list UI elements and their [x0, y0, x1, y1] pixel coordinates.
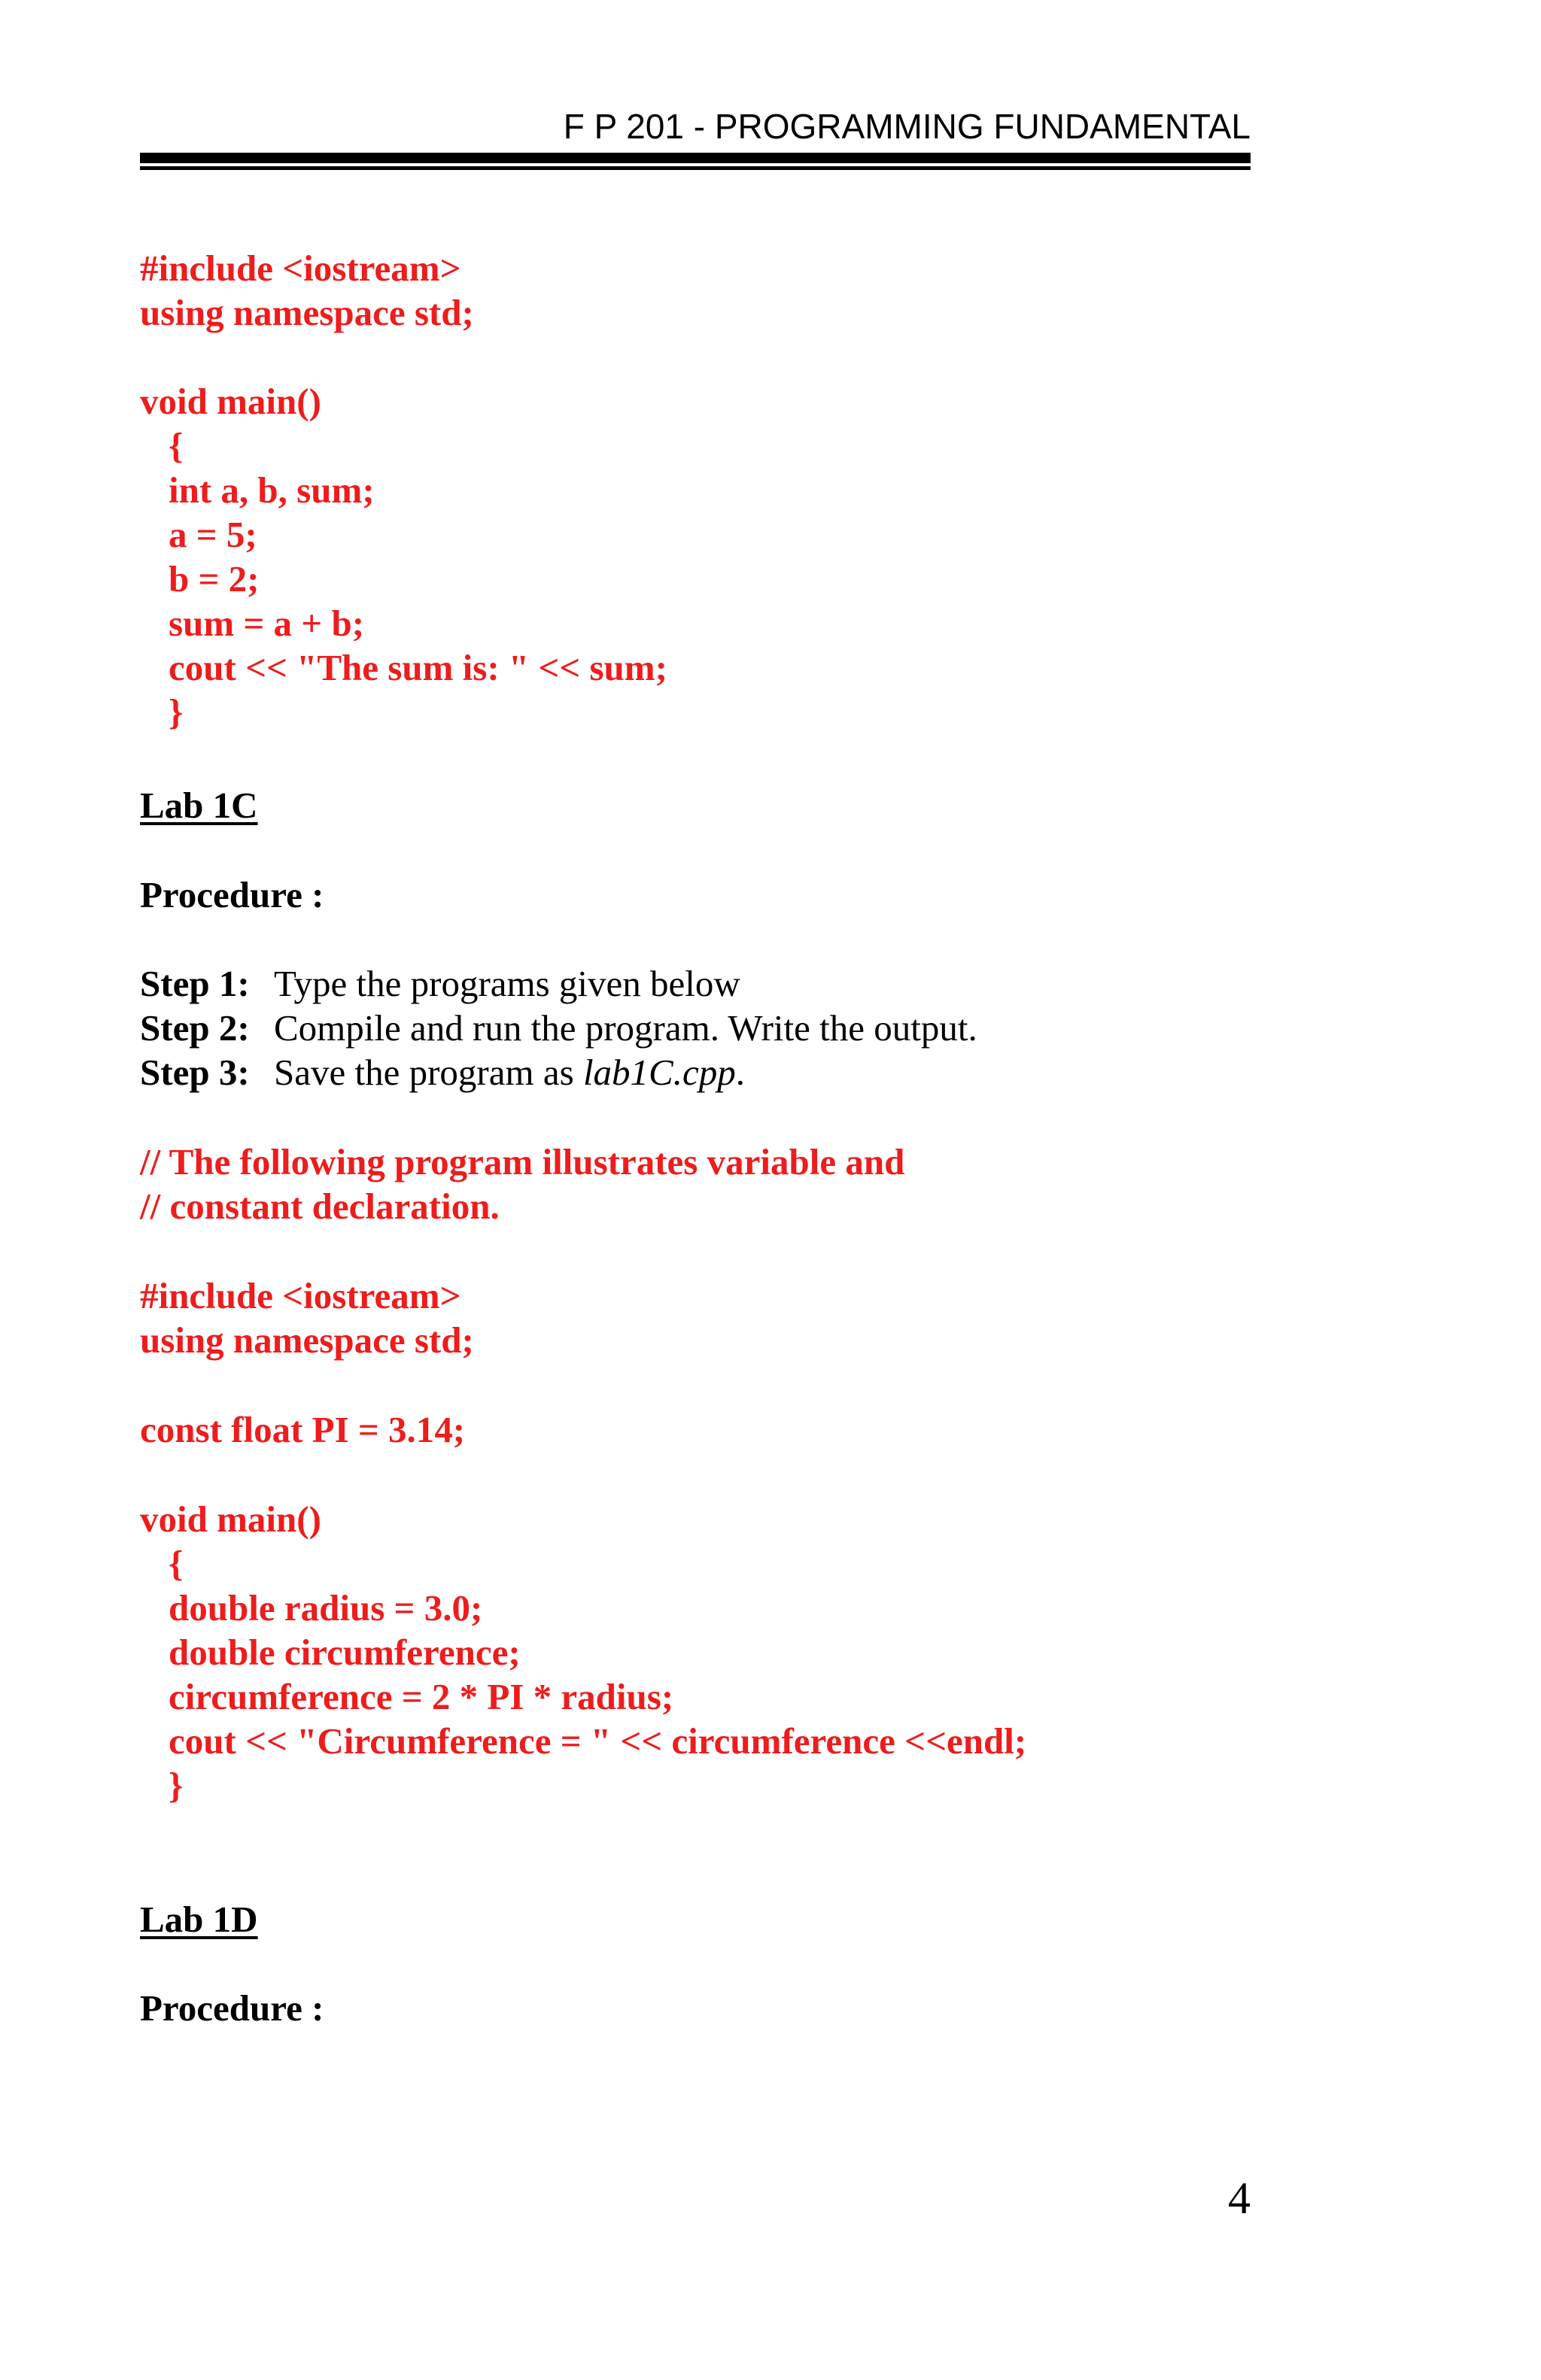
- code-line: }: [169, 691, 184, 733]
- code-line: {: [169, 1543, 184, 1584]
- code-line: const float PI = 3.14;: [140, 1409, 466, 1450]
- step-3-text-after: .: [735, 1052, 745, 1093]
- step-2-label: Step 2:: [140, 1007, 250, 1049]
- step-1-label: Step 1:: [140, 963, 250, 1004]
- code-line: double radius = 3.0;: [169, 1587, 483, 1629]
- lab-1d-heading: Lab 1D: [140, 1899, 258, 1940]
- code-line: circumference = 2 * PI * radius;: [169, 1676, 674, 1717]
- step-2-text: Compile and run the program. Write the output.: [274, 1007, 977, 1049]
- lab-1c-heading: Lab 1C: [140, 785, 258, 826]
- step-3-label: Step 3:: [140, 1052, 250, 1093]
- code-line: {: [169, 425, 184, 466]
- step-3-filename: lab1C.cpp: [582, 1052, 736, 1093]
- code-line: int a, b, sum;: [169, 469, 375, 511]
- code-line: using namespace std;: [140, 1319, 474, 1361]
- code-line: #include <iostream>: [140, 247, 461, 289]
- header-rule-thin: [140, 166, 1251, 170]
- code-line: }: [169, 1765, 184, 1806]
- code-line: cout << "The sum is: " << sum;: [169, 647, 667, 688]
- step-1-text: Type the programs given below: [274, 963, 740, 1004]
- code-line: a = 5;: [169, 514, 257, 555]
- code-line: #include <iostream>: [140, 1275, 461, 1316]
- page-header-title: F P 201 - PROGRAMMING FUNDAMENTAL: [563, 107, 1251, 146]
- code-comment-line: // The following program illustrates variable and: [140, 1141, 905, 1182]
- code-line: b = 2;: [169, 558, 260, 600]
- code-line: using namespace std;: [140, 292, 474, 333]
- lab-1d-procedure-label: Procedure :: [140, 1987, 324, 2029]
- code-line: sum = a + b;: [169, 603, 365, 644]
- step-3-text: [274, 1050, 745, 1095]
- code-line: void main(): [140, 1498, 321, 1540]
- page-number: 4: [1228, 2173, 1251, 2223]
- code-line: void main(): [140, 381, 321, 422]
- header-rule-thick: [140, 153, 1251, 163]
- code-comment-line: // constant declaration.: [140, 1185, 500, 1227]
- step-3-text-before: Save the program as: [274, 1052, 583, 1093]
- lab-1c-procedure-label: Procedure :: [140, 874, 324, 915]
- code-line: double circumference;: [169, 1632, 521, 1673]
- code-line: cout << "Circumference = " << circumference <<endl;: [169, 1720, 1027, 1762]
